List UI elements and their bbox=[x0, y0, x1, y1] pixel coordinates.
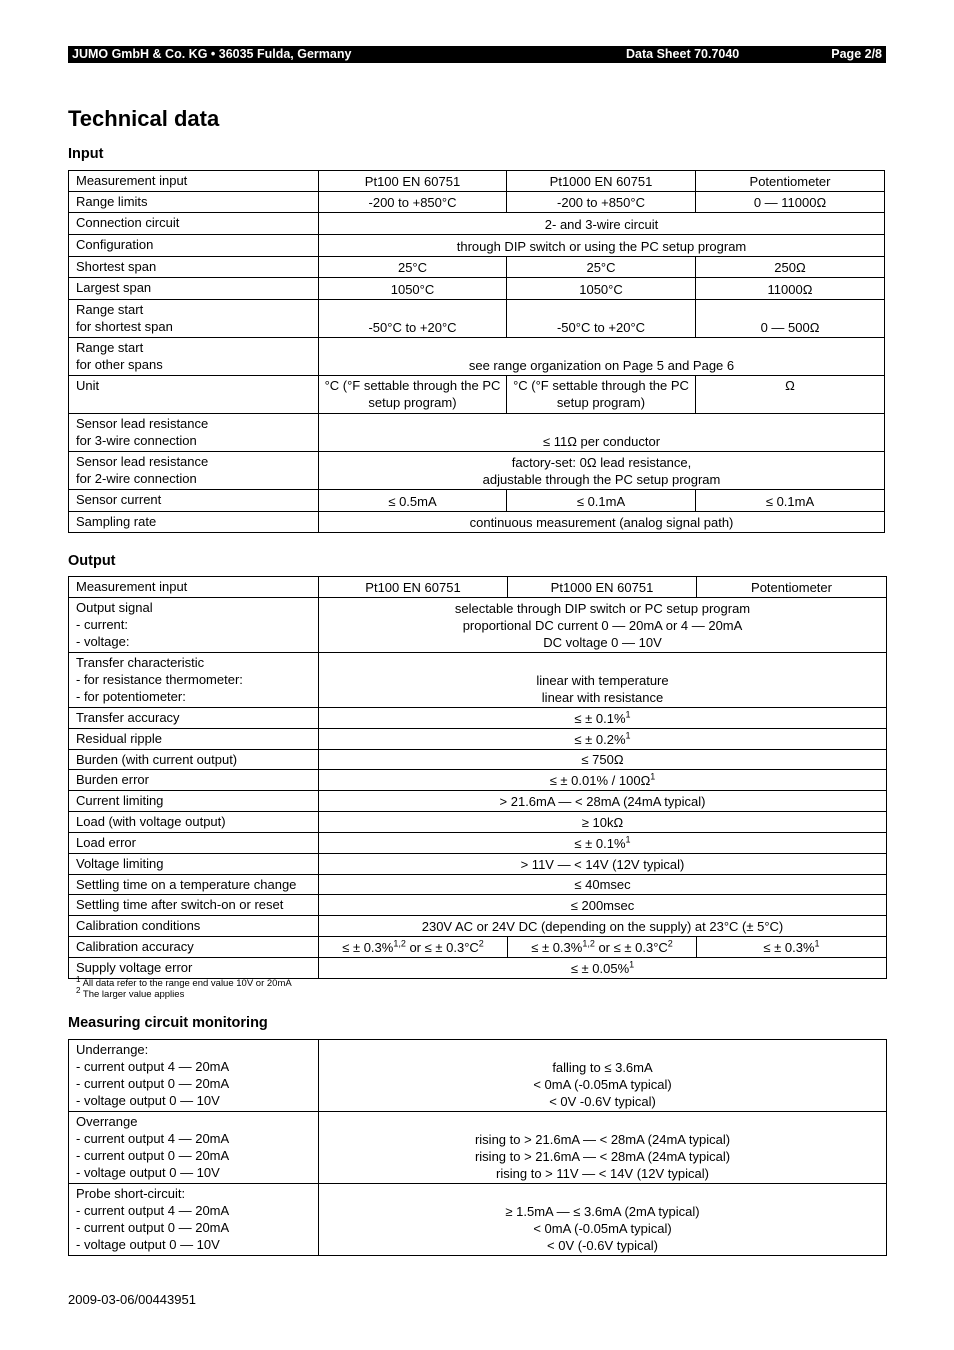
table-cell bbox=[319, 958, 887, 979]
header-company: JUMO GmbH & Co. KG • 36035 Fulda, Germany bbox=[72, 47, 352, 61]
cell-text: for 3-wire connection bbox=[76, 433, 197, 448]
cell-text: selectable through DIP switch or PC setup program bbox=[454, 601, 751, 616]
table-row bbox=[69, 729, 887, 750]
table-row bbox=[69, 791, 887, 812]
cell-text: < 0V -0.6V typical) bbox=[549, 1094, 656, 1109]
table-cell: -50°C to +20°C bbox=[507, 300, 696, 338]
cell-text: 2 bbox=[478, 938, 484, 949]
table-cell: Voltage limiting bbox=[69, 854, 319, 875]
table-cell bbox=[319, 770, 887, 791]
cell-text: Range start bbox=[76, 302, 144, 317]
cell-text: °C (°F settable through the PC bbox=[324, 378, 501, 393]
table-row bbox=[69, 213, 885, 235]
table-row bbox=[69, 937, 887, 958]
cell-text: < 0mA (-0.05mA typical) bbox=[533, 1077, 672, 1092]
cell-text: Sensor lead resistance bbox=[76, 454, 209, 469]
table-cell: 1050°C bbox=[319, 278, 507, 300]
table-cell: -50°C to +20°C bbox=[319, 300, 507, 338]
footnote: $^2$ The larger value applies bbox=[76, 985, 185, 1000]
table-cell bbox=[319, 708, 887, 729]
table-cell: Potentiometer bbox=[696, 171, 885, 192]
output-table bbox=[68, 576, 887, 979]
cell-text: for other spans bbox=[76, 357, 163, 372]
cell-text: falling to ≤ 3.6mA bbox=[552, 1060, 653, 1075]
table-cell: ≥ 10kΩ bbox=[319, 812, 887, 833]
table-cell: Pt1000 EN 60751 bbox=[507, 171, 696, 192]
table-cell: ≤ 200msec bbox=[319, 895, 887, 916]
cell-text: 1,2 bbox=[582, 938, 595, 949]
table-cell bbox=[319, 653, 887, 708]
cell-text: 1 bbox=[629, 959, 635, 970]
table-cell: -200 to +850°C bbox=[507, 192, 696, 213]
table-cell: Burden error bbox=[69, 770, 319, 791]
table-cell: Settling time on a temperature change bbox=[69, 875, 319, 895]
table-row bbox=[69, 171, 885, 192]
table-cell: Settling time after switch-on or reset bbox=[69, 895, 319, 916]
table-cell bbox=[319, 1184, 887, 1256]
cell-text: Probe short-circuit: bbox=[76, 1186, 186, 1201]
cell-text: or ≤ ± 0.3°C bbox=[594, 940, 668, 955]
table-row bbox=[69, 490, 885, 512]
table-row bbox=[69, 338, 885, 376]
table-cell: Potentiometer bbox=[697, 577, 887, 598]
table-cell: 0 — 11000Ω bbox=[696, 192, 885, 213]
table-cell bbox=[69, 300, 319, 338]
cell-text: ≤ ± 0.3% bbox=[342, 940, 394, 955]
table-cell: Pt1000 EN 60751 bbox=[508, 577, 697, 598]
cell-text: setup program) bbox=[368, 395, 457, 410]
table-cell: Load error bbox=[69, 833, 319, 854]
cell-text: < 0mA (-0.05mA typical) bbox=[533, 1221, 672, 1236]
table-row bbox=[69, 916, 887, 937]
table-row bbox=[69, 414, 885, 452]
table-cell: continuous measurement (analog signal path) bbox=[319, 512, 885, 533]
table-cell: Calibration accuracy bbox=[69, 937, 319, 958]
table-row bbox=[69, 653, 887, 708]
cell-text: 1 bbox=[625, 834, 631, 845]
cell-text: Overrange bbox=[76, 1114, 138, 1129]
table-row bbox=[69, 833, 887, 854]
cell-text: ≤ ± 0.3% bbox=[531, 940, 583, 955]
table-row bbox=[69, 770, 887, 791]
cell-text: DC voltage 0 — 10V bbox=[543, 635, 662, 650]
table-row bbox=[69, 750, 887, 770]
document-id: 2009-03-06/00443951 bbox=[68, 1292, 196, 1307]
table-row bbox=[69, 278, 885, 300]
table-cell: 11000Ω bbox=[696, 278, 885, 300]
cell-text: 1 bbox=[814, 938, 820, 949]
cell-text: - current output 4 — 20mA bbox=[76, 1131, 230, 1146]
output-section-title: Output bbox=[68, 553, 116, 569]
table-row bbox=[69, 376, 885, 414]
footnote: $^1$ All data refer to the range end value 10V or 20mA bbox=[76, 974, 292, 989]
cell-text: Range start bbox=[76, 340, 144, 355]
cell-text: ≤ ± 0.1% bbox=[574, 836, 626, 851]
cell-text: ≤ ± 0.01% / 100Ω bbox=[549, 773, 651, 788]
table-row bbox=[69, 812, 887, 833]
table-cell: ≤ 40msec bbox=[319, 875, 887, 895]
cell-text: ≥ 1.5mA — ≤ 3.6mA (2mA typical) bbox=[505, 1204, 700, 1219]
table-row bbox=[69, 192, 885, 213]
table-cell: Connection circuit bbox=[69, 213, 319, 235]
table-cell: Unit bbox=[69, 376, 319, 414]
monitoring-table bbox=[68, 1039, 887, 1256]
table-cell: > 21.6mA — < 28mA (24mA typical) bbox=[319, 791, 887, 812]
table-row bbox=[69, 1112, 887, 1184]
page-title: Technical data bbox=[68, 106, 220, 131]
cell-text: ≤ ± 0.05% bbox=[570, 961, 630, 976]
table-cell bbox=[69, 1184, 319, 1256]
table-cell: Configuration bbox=[69, 235, 319, 257]
table-cell: 25°C bbox=[507, 257, 696, 278]
table-cell bbox=[319, 376, 507, 414]
table-cell: Current limiting bbox=[69, 791, 319, 812]
table-cell: ≤ 750Ω bbox=[319, 750, 887, 770]
table-cell: Measurement input bbox=[69, 577, 319, 598]
table-cell bbox=[69, 598, 319, 653]
input-table bbox=[68, 170, 885, 533]
table-cell bbox=[319, 452, 885, 490]
table-cell: Supply voltage error bbox=[69, 958, 319, 979]
cell-text: °C (°F settable through the PC bbox=[513, 378, 689, 393]
cell-text: - voltage output 0 — 10V bbox=[76, 1237, 220, 1252]
table-cell bbox=[69, 414, 319, 452]
page-header bbox=[68, 46, 886, 63]
footnotes bbox=[76, 974, 292, 1000]
table-cell: Calibration conditions bbox=[69, 916, 319, 937]
cell-text: factory-set: 0Ω lead resistance, bbox=[511, 455, 692, 470]
cell-text: - current output 4 — 20mA bbox=[76, 1203, 230, 1218]
cell-text: ≤ ± 0.1% bbox=[574, 711, 626, 726]
table-row bbox=[69, 598, 887, 653]
table-row bbox=[69, 875, 887, 895]
cell-text: linear with resistance bbox=[541, 690, 664, 705]
table-cell: > 11V — < 14V (12V typical) bbox=[319, 854, 887, 875]
table-row bbox=[69, 257, 885, 278]
cell-text: - current output 4 — 20mA bbox=[76, 1059, 230, 1074]
table-row bbox=[69, 1040, 887, 1112]
table-cell bbox=[697, 937, 887, 958]
monitoring-section-title: Measuring circuit monitoring bbox=[68, 1015, 268, 1031]
table-cell: ≤ 11Ω per conductor bbox=[319, 414, 885, 452]
table-cell bbox=[319, 598, 887, 653]
table-cell bbox=[319, 1112, 887, 1184]
table-cell: Burden (with current output) bbox=[69, 750, 319, 770]
table-cell bbox=[69, 338, 319, 376]
cell-text: - current output 0 — 20mA bbox=[76, 1220, 230, 1235]
table-row bbox=[69, 958, 887, 979]
table-cell: ≤ 0.5mA bbox=[319, 490, 507, 512]
table-cell: Pt100 EN 60751 bbox=[319, 171, 507, 192]
cell-text: - for resistance thermometer: bbox=[76, 672, 243, 687]
table-cell: Transfer accuracy bbox=[69, 708, 319, 729]
header-datasheet: Data Sheet 70.7040 bbox=[626, 47, 740, 61]
cell-text: 1 bbox=[650, 771, 656, 782]
table-cell: 250Ω bbox=[696, 257, 885, 278]
table-cell: Range limits bbox=[69, 192, 319, 213]
cell-text: - current: bbox=[76, 617, 129, 632]
cell-text: - current output 0 — 20mA bbox=[76, 1076, 230, 1091]
table-cell: Sampling rate bbox=[69, 512, 319, 533]
table-cell: ≤ 0.1mA bbox=[696, 490, 885, 512]
table-row bbox=[69, 452, 885, 490]
table-cell: Shortest span bbox=[69, 257, 319, 278]
table-cell bbox=[319, 1040, 887, 1112]
table-row bbox=[69, 235, 885, 257]
cell-text: - voltage output 0 — 10V bbox=[76, 1093, 220, 1108]
table-cell: Ω bbox=[696, 376, 885, 414]
table-cell bbox=[69, 452, 319, 490]
table-cell: 230V AC or 24V DC (depending on the supply) at 23°C (± 5°C) bbox=[319, 916, 887, 937]
table-cell bbox=[507, 376, 696, 414]
table-cell bbox=[319, 833, 887, 854]
cell-text: 1 bbox=[625, 709, 631, 720]
cell-text: Transfer characteristic bbox=[76, 655, 205, 670]
table-cell: through DIP switch or using the PC setup program bbox=[319, 235, 885, 257]
cell-text: adjustable through the PC setup program bbox=[482, 472, 721, 487]
cell-text: - for potentiometer: bbox=[76, 689, 186, 704]
table-cell: 25°C bbox=[319, 257, 507, 278]
table-cell bbox=[319, 729, 887, 750]
cell-text: ≤ ± 0.3% bbox=[763, 940, 815, 955]
table-cell: Measurement input bbox=[69, 171, 319, 192]
table-cell: Largest span bbox=[69, 278, 319, 300]
cell-text: rising to > 21.6mA — < 28mA (24mA typical) bbox=[474, 1149, 731, 1164]
table-cell bbox=[69, 653, 319, 708]
cell-text: 2 bbox=[667, 938, 673, 949]
cell-text: rising to > 11V — < 14V (12V typical) bbox=[496, 1166, 709, 1181]
cell-text: Underrange: bbox=[76, 1042, 149, 1057]
cell-text: proportional DC current 0 — 20mA or 4 — 20mA bbox=[462, 618, 743, 633]
table-row bbox=[69, 895, 887, 916]
cell-text: rising to > 21.6mA — < 28mA (24mA typical) bbox=[474, 1132, 731, 1147]
table-cell bbox=[508, 937, 697, 958]
table-row bbox=[69, 1184, 887, 1256]
table-cell: 1050°C bbox=[507, 278, 696, 300]
header-page: Page 2/8 bbox=[831, 47, 882, 61]
cell-text: Sensor lead resistance bbox=[76, 416, 209, 431]
cell-text: < 0V (-0.6V typical) bbox=[547, 1238, 658, 1253]
table-cell: -200 to +850°C bbox=[319, 192, 507, 213]
table-cell: Residual ripple bbox=[69, 729, 319, 750]
table-row bbox=[69, 300, 885, 338]
table-cell: 2- and 3-wire circuit bbox=[319, 213, 885, 235]
table-row bbox=[69, 708, 887, 729]
table-cell: ≤ 0.1mA bbox=[507, 490, 696, 512]
table-cell bbox=[319, 937, 508, 958]
table-row bbox=[69, 577, 887, 598]
cell-text: linear with temperature bbox=[536, 673, 669, 688]
cell-text: - current output 0 — 20mA bbox=[76, 1148, 230, 1163]
cell-text: ≤ ± 0.2% bbox=[574, 732, 626, 747]
cell-text: for 2-wire connection bbox=[76, 471, 197, 486]
table-row bbox=[69, 512, 885, 533]
table-cell: 0 — 500Ω bbox=[696, 300, 885, 338]
cell-text: - voltage: bbox=[76, 634, 130, 649]
cell-text: setup program) bbox=[556, 395, 646, 410]
cell-text: Output signal bbox=[76, 600, 153, 615]
table-cell: Pt100 EN 60751 bbox=[319, 577, 508, 598]
table-cell bbox=[69, 1040, 319, 1112]
table-cell bbox=[69, 1112, 319, 1184]
table-cell: Load (with voltage output) bbox=[69, 812, 319, 833]
cell-text: or ≤ ± 0.3°C bbox=[405, 940, 479, 955]
input-section-title: Input bbox=[68, 146, 104, 162]
cell-text: 1,2 bbox=[393, 938, 406, 949]
cell-text: - voltage output 0 — 10V bbox=[76, 1165, 220, 1180]
table-row bbox=[69, 854, 887, 875]
cell-text: for shortest span bbox=[76, 319, 173, 334]
table-cell: Sensor current bbox=[69, 490, 319, 512]
table-cell: see range organization on Page 5 and Page 6 bbox=[319, 338, 885, 376]
cell-text: 1 bbox=[625, 730, 631, 741]
